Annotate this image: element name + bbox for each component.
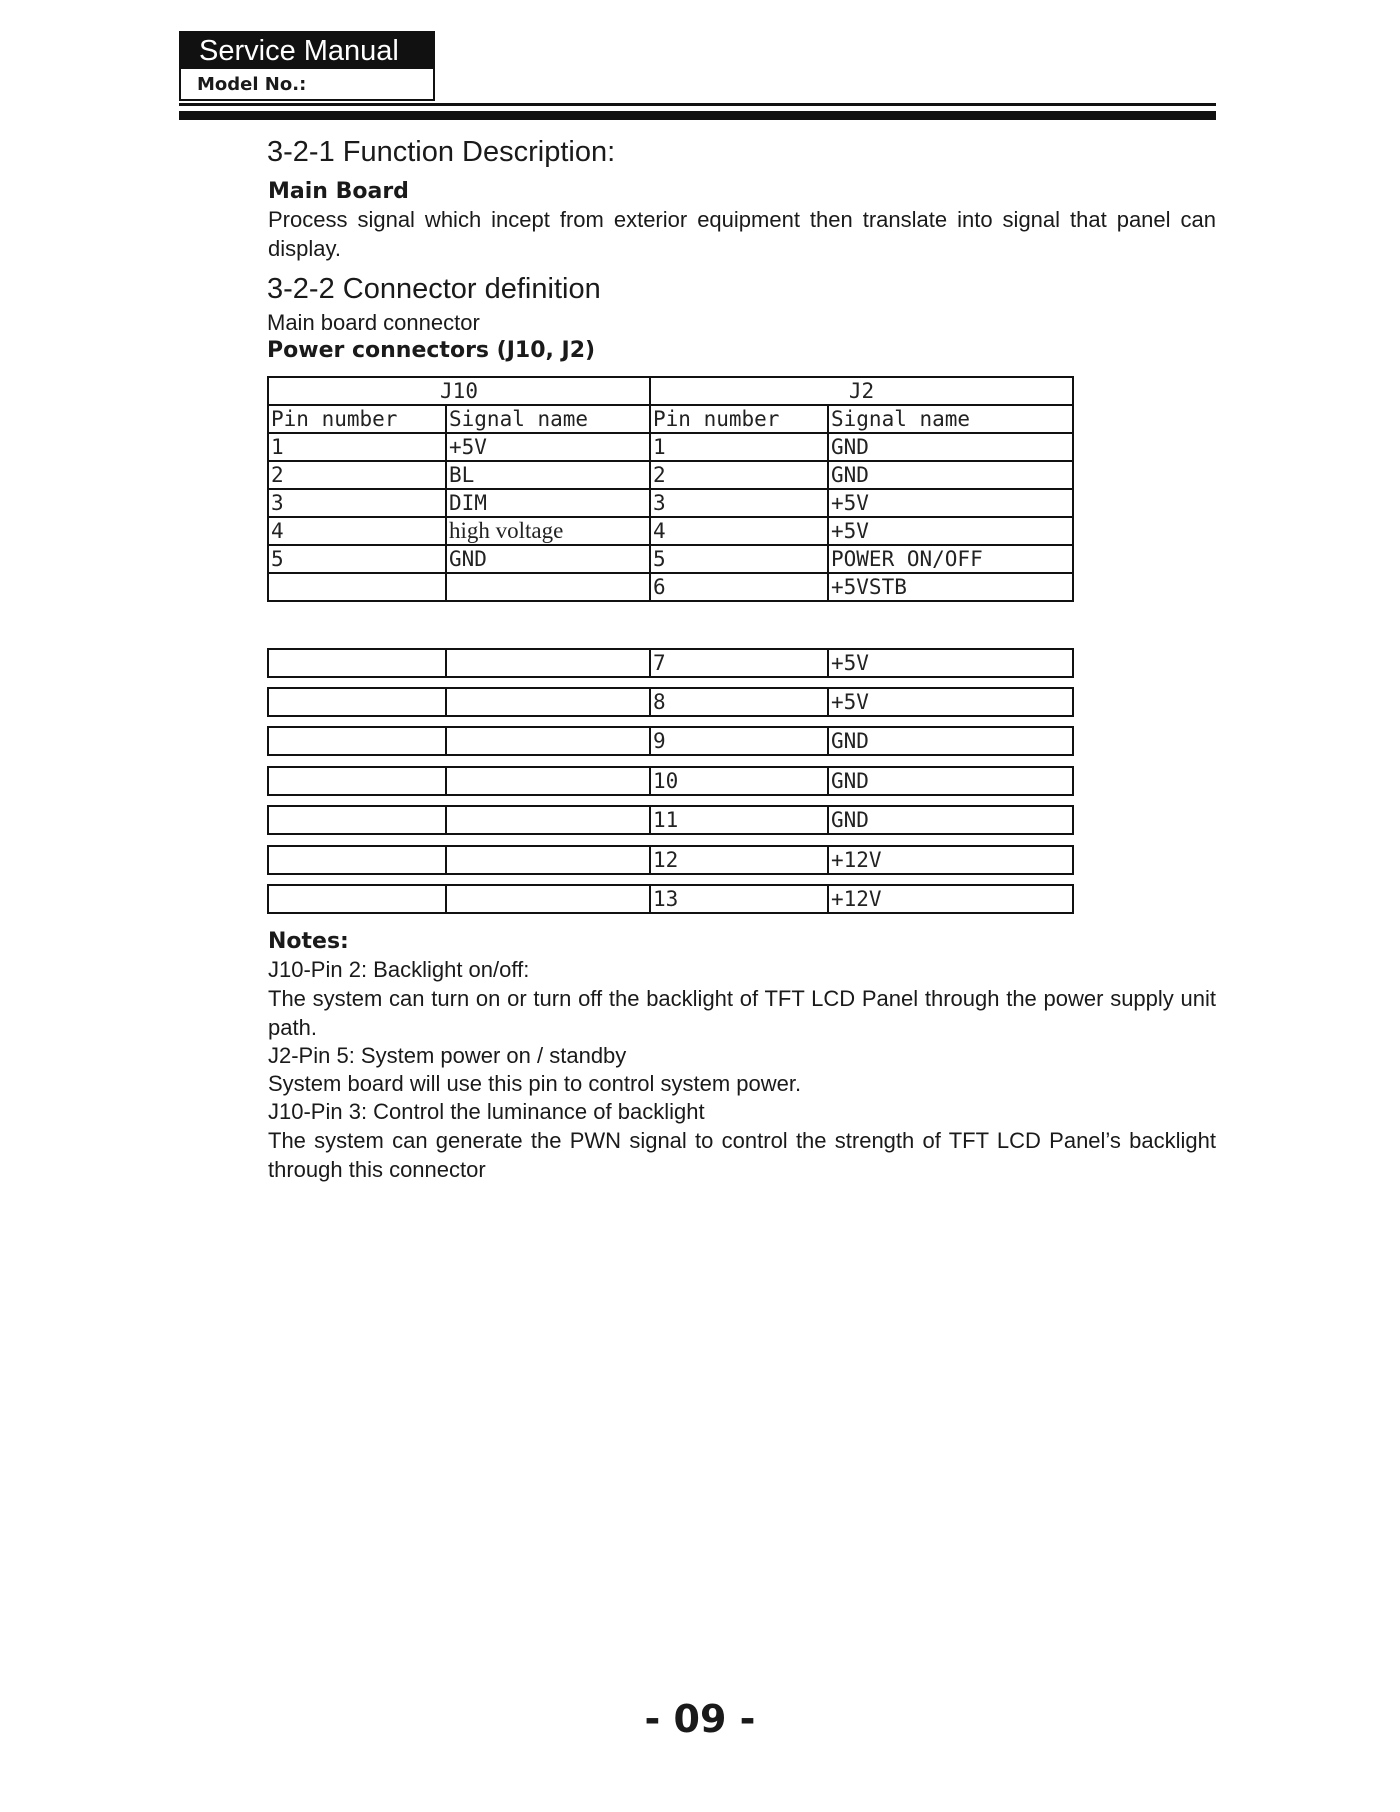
j2-signal-cell: +5V: [828, 517, 1073, 545]
j10-signal-cell: GND: [446, 545, 650, 573]
table-row: [268, 573, 1073, 601]
j10-empty-cell: [268, 885, 446, 913]
j2-pin-cell: 12: [650, 846, 828, 874]
main-board-subtitle: Main Board: [268, 179, 409, 204]
note-2-text: System board will use this pin to control system power.: [268, 1071, 802, 1096]
j2-pin-cell: 4: [650, 517, 828, 545]
power-connector-table: [267, 376, 1074, 602]
table-row-11: [267, 805, 1074, 835]
j2-header: J2: [650, 377, 1073, 405]
j10-empty-cell: [268, 846, 446, 874]
j10-signal-name-header: Signal name: [446, 405, 650, 433]
j2-signal-cell: GND: [828, 433, 1073, 461]
j2-pin-cell: 8: [650, 688, 828, 716]
j10-signal-cell: high voltage: [446, 517, 650, 545]
j10-pin-number-header: Pin number: [268, 405, 446, 433]
j10-empty-cell: [268, 649, 446, 677]
j10-pin-cell: 4: [268, 517, 446, 545]
table-row: [268, 517, 1073, 545]
table-row: [268, 545, 1073, 573]
j2-signal-cell: +5VSTB: [828, 573, 1073, 601]
j10-empty-cell: [446, 573, 650, 601]
j10-empty-cell: [268, 806, 446, 834]
section-321-title: 3-2-1 Function Description:: [267, 136, 616, 168]
header-rule-thin: [179, 103, 1216, 106]
note-3-text: The system can generate the PWN signal to control the strength of TFT LCD Panel’s backlight through this connector: [268, 1128, 1216, 1182]
j10-empty-cell: [268, 688, 446, 716]
table-row-12: [267, 845, 1074, 875]
function-description-text: Process signal which incept from exterior equipment then translate into signal that panel can display.: [268, 207, 1216, 261]
header-box: [179, 31, 435, 101]
j2-pin-cell: 11: [650, 806, 828, 834]
note-2-heading: J2-Pin 5: System power on / standby: [268, 1043, 627, 1068]
j2-pin-cell: 9: [650, 727, 828, 755]
j10-empty-cell: [268, 573, 446, 601]
j2-pin-cell: 13: [650, 885, 828, 913]
header-title: Service Manual: [181, 33, 433, 69]
j2-signal-cell: +5V: [828, 649, 1073, 677]
j2-signal-cell: GND: [828, 806, 1073, 834]
j10-empty-cell: [446, 885, 650, 913]
j2-signal-cell: +12V: [828, 885, 1073, 913]
j10-pin-cell: 1: [268, 433, 446, 461]
j10-empty-cell: [446, 806, 650, 834]
table-row-7: [267, 648, 1074, 678]
notes-title: Notes:: [268, 929, 349, 954]
table-row-13: [267, 884, 1074, 914]
table-row-9: [267, 726, 1074, 756]
table-row-8: [267, 687, 1074, 717]
header-rule-thick: [179, 111, 1216, 120]
note-3-heading: J10-Pin 3: Control the luminance of backlight: [268, 1099, 705, 1124]
j10-empty-cell: [446, 688, 650, 716]
j2-signal-cell: +5V: [828, 489, 1073, 517]
j10-empty-cell: [446, 649, 650, 677]
j2-pin-cell: 1: [650, 433, 828, 461]
j10-signal-cell: BL: [446, 461, 650, 489]
j2-signal-cell: +5V: [828, 688, 1073, 716]
j2-signal-cell: GND: [828, 461, 1073, 489]
j10-empty-cell: [268, 767, 446, 795]
j10-empty-cell: [268, 727, 446, 755]
j2-signal-cell: +12V: [828, 846, 1073, 874]
j10-empty-cell: [446, 767, 650, 795]
table-row: [268, 489, 1073, 517]
section-322-title: 3-2-2 Connector definition: [267, 273, 601, 305]
table-row: [268, 433, 1073, 461]
j2-pin-cell: 2: [650, 461, 828, 489]
j2-signal-cell: GND: [828, 767, 1073, 795]
j2-pin-cell: 7: [650, 649, 828, 677]
j2-signal-name-header: Signal name: [828, 405, 1073, 433]
power-connectors-label: Power connectors (J10, J2): [267, 338, 596, 363]
table-row-10: [267, 766, 1074, 796]
j10-pin-cell: 2: [268, 461, 446, 489]
main-board-connector-label: Main board connector: [267, 310, 480, 335]
j10-empty-cell: [446, 846, 650, 874]
j2-pin-cell: 3: [650, 489, 828, 517]
j10-signal-cell: DIM: [446, 489, 650, 517]
j10-empty-cell: [446, 727, 650, 755]
page-number: - 09 -: [644, 1697, 756, 1741]
j2-pin-cell: 5: [650, 545, 828, 573]
j2-pin-cell: 10: [650, 767, 828, 795]
j2-signal-cell: GND: [828, 727, 1073, 755]
j10-signal-cell: +5V: [446, 433, 650, 461]
j10-pin-cell: 3: [268, 489, 446, 517]
j2-pin-number-header: Pin number: [650, 405, 828, 433]
j2-signal-cell: POWER ON/OFF: [828, 545, 1073, 573]
note-1-text: The system can turn on or turn off the backlight of TFT LCD Panel through the power supply unit path.: [268, 986, 1216, 1040]
j2-pin-cell: 6: [650, 573, 828, 601]
table-row: [268, 461, 1073, 489]
model-number-label: Model No.:: [197, 74, 307, 95]
j10-header: J10: [268, 377, 650, 405]
j10-pin-cell: 5: [268, 545, 446, 573]
note-1-heading: J10-Pin 2: Backlight on/off:: [268, 957, 530, 982]
